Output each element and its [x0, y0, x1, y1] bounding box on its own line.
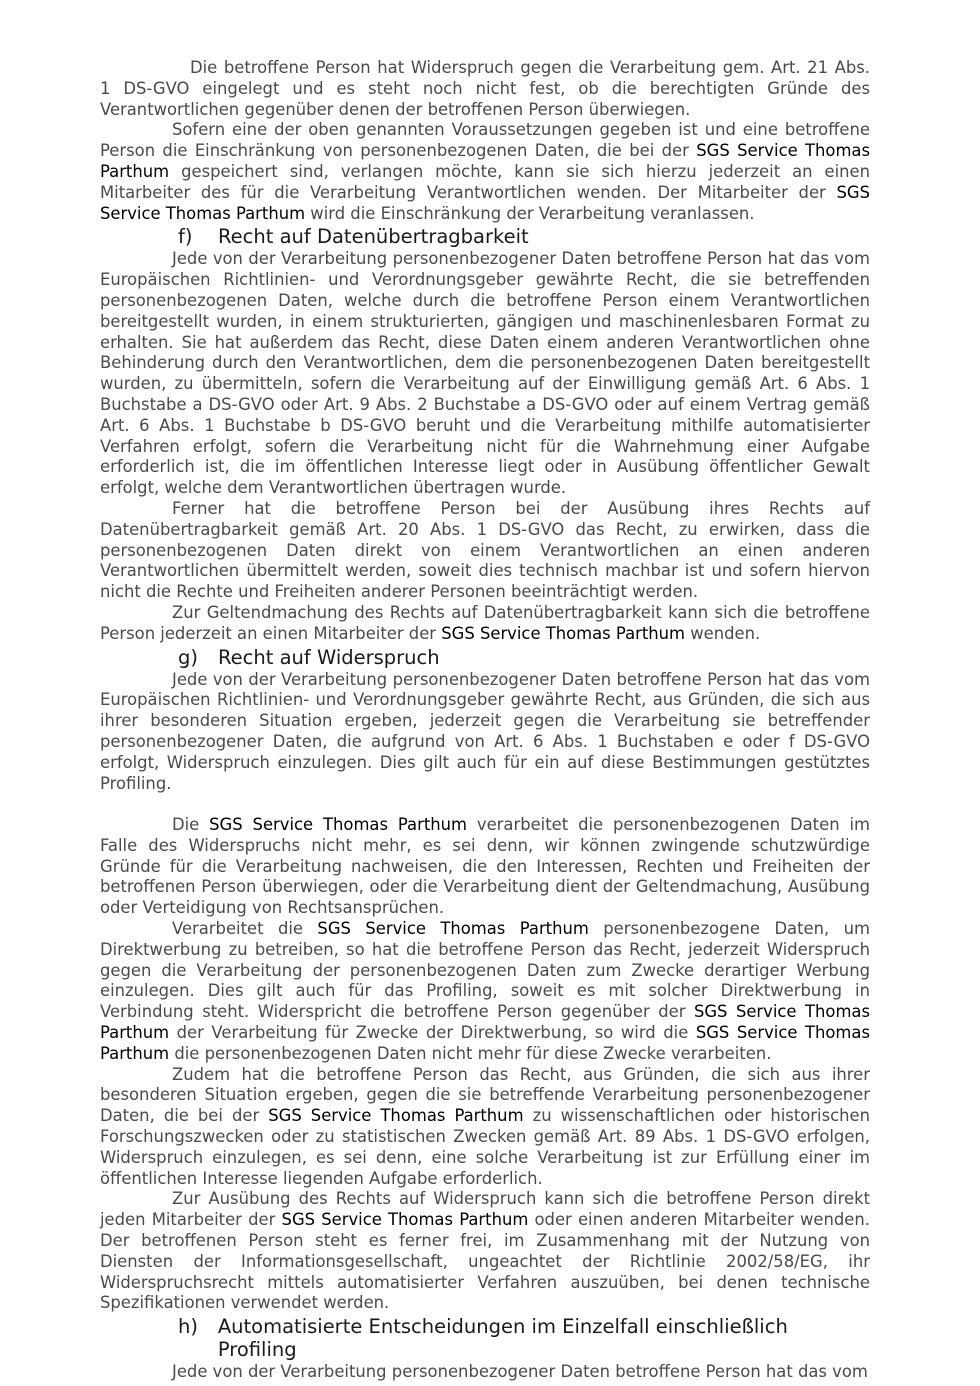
text-run: Die betroffene Person hat Widerspruch gegen die Verarbeitung gem. Art. 21 Abs. 1 DS-GVO eingelegt und es steht noch nicht fest, ob die berechtigten Gründe des Verantwortlichen gegenüber denen der betroffenen Person überwiegen.: [100, 58, 870, 119]
text-run: Sofern eine der oben genannten Voraussetzungen gegeben ist und eine betroffene Person die Einschränkung von personenbezogenen Daten, die bei der: [100, 120, 870, 161]
body-paragraph: [100, 603, 870, 645]
text-run: verarbeitet die personenbezogenen Daten im Falle des Widerspruchs nicht mehr, es sei denn, wir können zwingende schutzwürdige Gründe für die Verarbeitung nachweisen, die den Interessen, Rechten und Freiheiten der betroffenen Person überwiegen, oder die Verarbeitung dient der Geltendmachung, Ausübung oder Verteidigung von Rechtsansprüchen.: [100, 815, 870, 918]
body-paragraph: [100, 1362, 870, 1383]
text-run: der Verarbeitung für Zwecke der Direktwerbung, so wird die: [169, 1023, 696, 1043]
body-paragraph: [100, 58, 870, 120]
body-paragraph: [100, 499, 870, 603]
text-run: Jede von der Verarbeitung personenbezogener Daten betroffene Person hat das vom Europäischen Richtlinien- und Verordnungsgeber gewährte Recht, aus Gründen, die sich aus ihrer besonderen Situation ergeben, jederzeit gegen die Verarbeitung sie betreffender personenbezogener Daten, die aufgrund von Art. 6 Abs. 1 Buchstaben e oder f DS-GVO erfolgt, Widerspruch einzulegen. Dies gilt auch für ein auf diese Bestimmungen gestütztes Profiling.: [100, 669, 870, 793]
section-title: Automatisierte Entscheidungen im Einzelfall einschließlich Profiling: [217, 1315, 788, 1362]
text-run: Jede von der Verarbeitung personenbezogener Daten betroffene Person hat das vom Europäischen Richtlinien- und Verordnungsgeber gewährte Recht, die sie betreffenden personenbezogenen Daten, welche durch die betroffene Person einem Verantwortlichen bereitgestellt wurden, in einem strukturierten, gängigen und maschinenlesbaren Format zu erhalten. Sie hat außerdem das Recht, diese Daten einem anderen Verantwortlichen ohne Behinderung durch den Verantwortlichen, dem die personenbezogenen Daten bereitgestellt wurden, zu übermitteln, sofern die Verarbeitung auf der Einwilligung gemäß Art. 6 Abs. 1 Buchstabe a DS-GVO oder Art. 9 Abs. 2 Buchstabe a DS-GVO oder auf einem Vertrag gemäß Art. 6 Abs. 1 Buchstabe b DS-GVO beruht und die Verarbeitung mithilfe automatisierter Verfahren erfolgt, sofern die Verarbeitung nicht für die Wahrnehmung einer Aufgabe erforderlich ist, die im öffentlichen Interesse liegt oder in Ausübung öffentlicher Gewalt erfolgt, welche dem Verantwortlichen übertragen wurde.: [100, 249, 870, 498]
section-heading: [100, 1315, 870, 1361]
section-title: Recht auf Datenübertragbarkeit: [218, 225, 529, 249]
company-name: SGS Service Thomas Parthum: [317, 919, 589, 939]
text-run: wenden.: [685, 623, 761, 643]
text-run: Ferner hat die betroffene Person bei der Ausübung ihres Rechts auf Datenübertragbarkeit gemäß Art. 20 Abs. 1 DS-GVO das Recht, zu erwirken, dass die personenbezogenen Daten direkt von einem Verantwortlichen an einen anderen Verantwortlichen übermittelt werden, soweit dies technisch machbar ist und sofern hiervon nicht die Rechte und Freiheiten anderer Personen beeinträchtigt werden.: [100, 498, 870, 602]
company-name: SGS Service Thomas Parthum: [100, 182, 870, 223]
body-paragraph: [100, 1065, 870, 1190]
text-run: zu wissenschaftlichen oder historischen Forschungszwecken oder zu statistischen Zwecken gemäß Art. 89 Abs. 1 DS-GVO erfolgen, Widerspruch einzulegen, es sei denn, eine solche Verarbeitung ist zur Erfüllung einer im öffentlichen Interesse liegenden Aufgabe erforderlich.: [100, 1106, 870, 1188]
body-paragraph: [100, 670, 870, 795]
body-paragraph: [100, 120, 870, 224]
section-number: f): [178, 225, 193, 249]
body-paragraph: [100, 919, 870, 1065]
text-run: Verarbeitet die: [172, 919, 318, 939]
company-name: SGS Service Thomas Parthum: [281, 1210, 529, 1230]
body-paragraph: [100, 249, 870, 499]
text-run: Die: [172, 815, 210, 835]
text-run: gespeichert sind, verlangen möchte, kann sie sich hierzu jederzeit an einen Mitarbeiter des für die Verarbeitung Verantwortlichen wenden. Der Mitarbeiter der: [100, 161, 870, 202]
section-heading: [100, 225, 870, 248]
text-run: Zur Ausübung des Rechts auf Widerspruch kann sich die betroffene Person direkt jeden Mitarbeiter der: [100, 1189, 870, 1230]
section-number: g): [178, 645, 198, 669]
text-run: personenbezogene Daten, um Direktwerbung zu betreiben, so hat die betroffene Person das Recht, jederzeit Widerspruch gegen die Verarbeitung der personenbezogenen Daten zum Zwecke derartiger Werbung einzulegen. Dies gilt auch für das Profiling, soweit es mit solcher Direktwerbung in Verbindung steht. Widerspricht die betroffene Person gegenüber der: [100, 919, 870, 1022]
text-run: Zur Geltendmachung des Rechts auf Datenübertragbarkeit kann sich die betroffene Person jederzeit an einen Mitarbeiter der: [100, 602, 870, 643]
company-name: SGS Service Thomas Parthum: [100, 1002, 870, 1043]
body-paragraph: [100, 815, 870, 919]
company-name: SGS Service Thomas Parthum: [268, 1106, 524, 1126]
company-name: SGS Service Thomas Parthum: [100, 1023, 870, 1063]
company-name: SGS Service Thomas Parthum: [441, 623, 686, 643]
text-run: Zudem hat die betroffene Person das Recht, aus Gründen, die sich aus ihrer besonderen Situation ergeben, gegen die sie betreffende Verarbeitung personenbezogener Daten, die bei der: [100, 1064, 870, 1126]
text-run: wird die Einschränkung der Verarbeitung veranlassen.: [305, 203, 755, 223]
document-body: [100, 58, 870, 1383]
text-run: Jede von der Verarbeitung personenbezogener Daten betroffene Person hat das vom: [172, 1362, 868, 1382]
text-run: oder einen anderen Mitarbeiter wenden. Der betroffenen Person steht es ferner frei, im Zusammenhang mit der Nutzung von Diensten der Informationsgesellschaft, ungeachtet der Richtlinie 2002/58/EG, ihr Widerspruchsrecht mittels automatisierter Verfahren auszuüben, bei denen technische Spezifikationen verwendet werden.: [100, 1210, 870, 1313]
paragraph-spacer: [100, 794, 870, 815]
company-name: SGS Service Thomas Parthum: [100, 141, 870, 181]
text-run: die personenbezogenen Daten nicht mehr für diese Zwecke verarbeiten.: [169, 1043, 772, 1063]
company-name: SGS Service Thomas Parthum: [209, 815, 467, 835]
section-number: h): [178, 1315, 198, 1339]
section-heading: [100, 646, 870, 669]
section-title: Recht auf Widerspruch: [218, 645, 440, 669]
body-paragraph: [100, 1189, 870, 1314]
